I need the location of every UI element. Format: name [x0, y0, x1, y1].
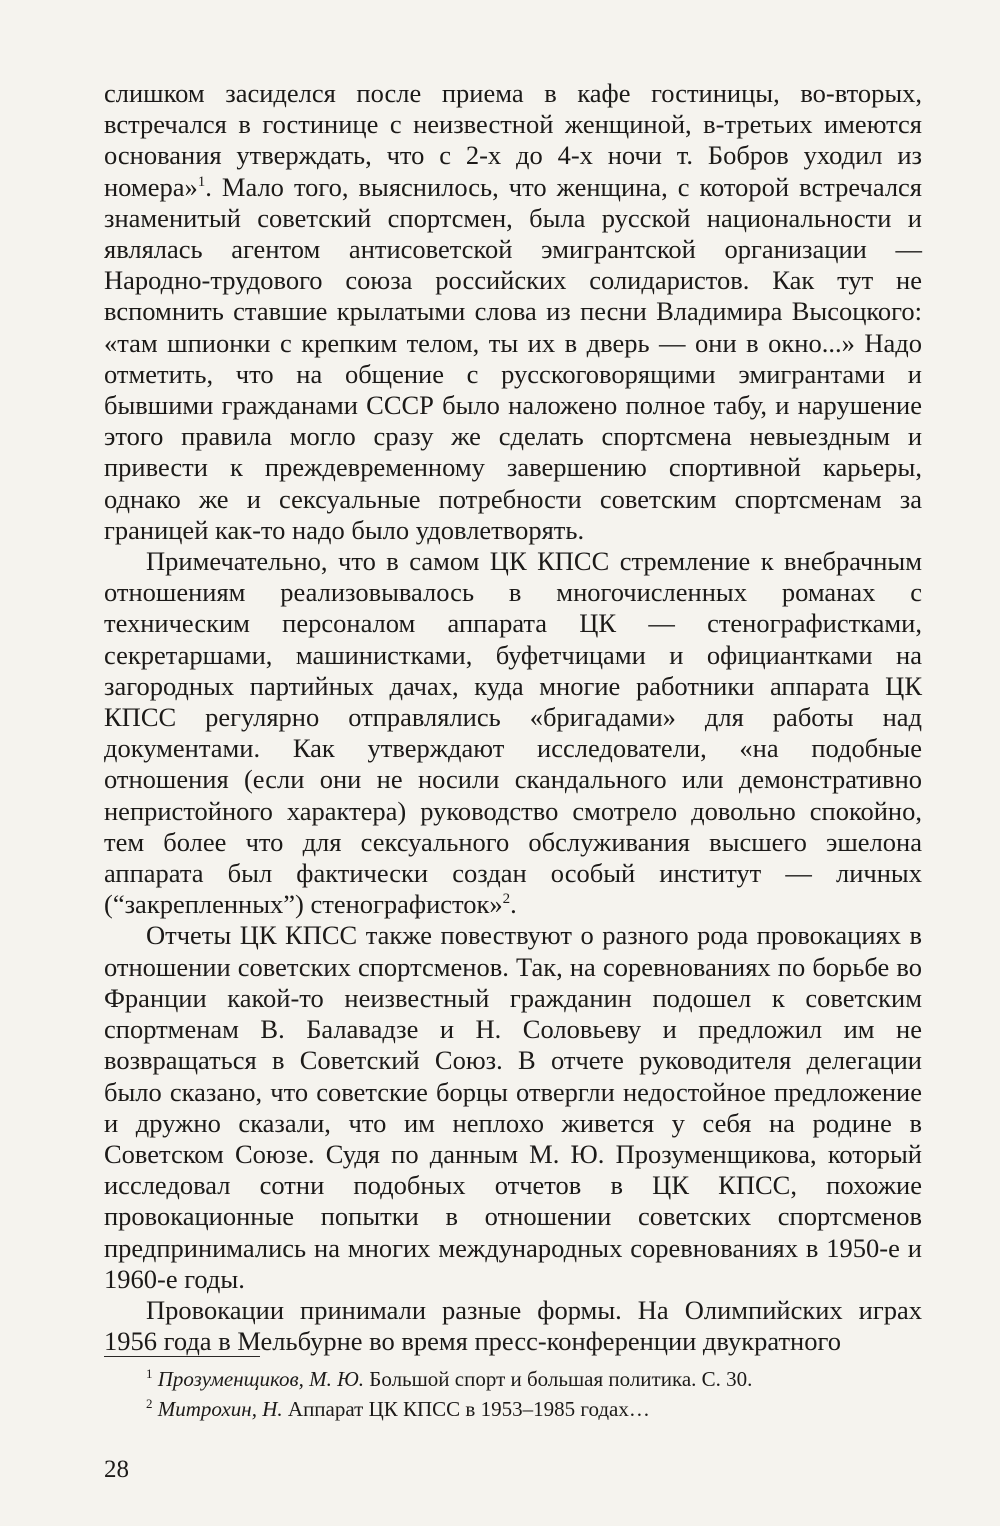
page-number: 28: [104, 1456, 129, 1483]
footnote-1: $^1$ Прозуменщиков, М. Ю. Большой спорт и большая политика. С. 30.: [146, 1366, 753, 1391]
footnote-divider: [104, 1356, 260, 1357]
footnote-2: $^2$ Митрохин, Н. Аппарат ЦК КПСС в 1953–1985 годах…: [146, 1396, 650, 1421]
footnote-ref-2: 2: [502, 891, 511, 908]
footnotes: [146, 1364, 926, 1424]
main-text: [104, 78, 922, 1357]
footnote-author: Прозуменщиков, М. Ю.: [157, 1367, 365, 1391]
paragraph-3: Отчеты ЦК КПСС также повествуют о разного рода провокациях в отношении советских спортсменов. Так, на соревнованиях по борьбе во Франции какой-то неизвестный гражданин подошел к советским спортменам В. Балавадзе и Н. Соловьеву и предложил им не возвращаться в Советский Союз. В отчете руководителя делегации было сказано, что советские борцы отвергли недостойное предложение и дружно сказали, что им неплохо живется у себя на родине в Советском Союзе. Судя по данным М. Ю. Прозуменщикова, который исследовал сотни подобных отчетов в ЦК КПСС, похожие провокационные попытки в отношении советских спортсменов предпринимались на многих международных соревнованиях в 1950-е и 1960-е годы.: [104, 920, 922, 1294]
paragraph-2: Примечательно, что в самом ЦК КПСС стремление к внебрачным отношениям реализовывалось в многочисленных романах с техническим персоналом аппарата ЦК — стенографистками, секретаршами, машинистками, буфетчицами и официантками на загородных партийных дачах, куда многие работники аппарата ЦК КПСС регулярно отправлялись «бригадами» для работы над документами. Как утверждают исследователи, «на подобные отношения (если они не носили скандального или демонстративно непристойного характера) руководство смотрело довольно спокойно, тем более что для сексуального обслуживания высшего эшелона аппарата был фактически создан особый институт — личных (“закрепленных”) стенографисток»$^2$.: [104, 546, 922, 920]
paragraph-4: Провокации принимали разные формы. На Олимпийских играх 1956 года в Мельбурне во время пресс-конференции двукратного: [104, 1294, 922, 1357]
footnote-ref-1: 1: [197, 173, 206, 190]
paragraph-1: слишком засиделся после приема в кафе гостиницы, во-вторых, встречался в гостинице с неизвестной женщиной, в-третьих имеются основания утверждать, что с 2-х до 4-х ночи т. Бобров уходил из номера»$^1$. Мало того, выяснилось, что женщина, с которой встречался знаменитый советский спортсмен, была русской национальности и являлась агентом антисоветской эмигрантской организации — Народно-трудового союза российских солидаристов. Как тут не вспомнить ставшие крылатыми слова из песни Владимира Высоцкого: «там шпионки с крепким телом, ты их в дверь — они в окно...» Надо отметить, что на общение с русскоговорящими эмигрантами и бывшими гражданами СССР было наложено полное табу, и нарушение этого правила могло сразу же сделать спортсмена невыездным и привести к преждевременному завершению спортивной карьеры, однако же и сексуальные потребности советским спортсменам за границей как-то надо было удовлетворять.: [104, 78, 922, 545]
footnote-author: Митрохин, Н.: [157, 1397, 283, 1421]
